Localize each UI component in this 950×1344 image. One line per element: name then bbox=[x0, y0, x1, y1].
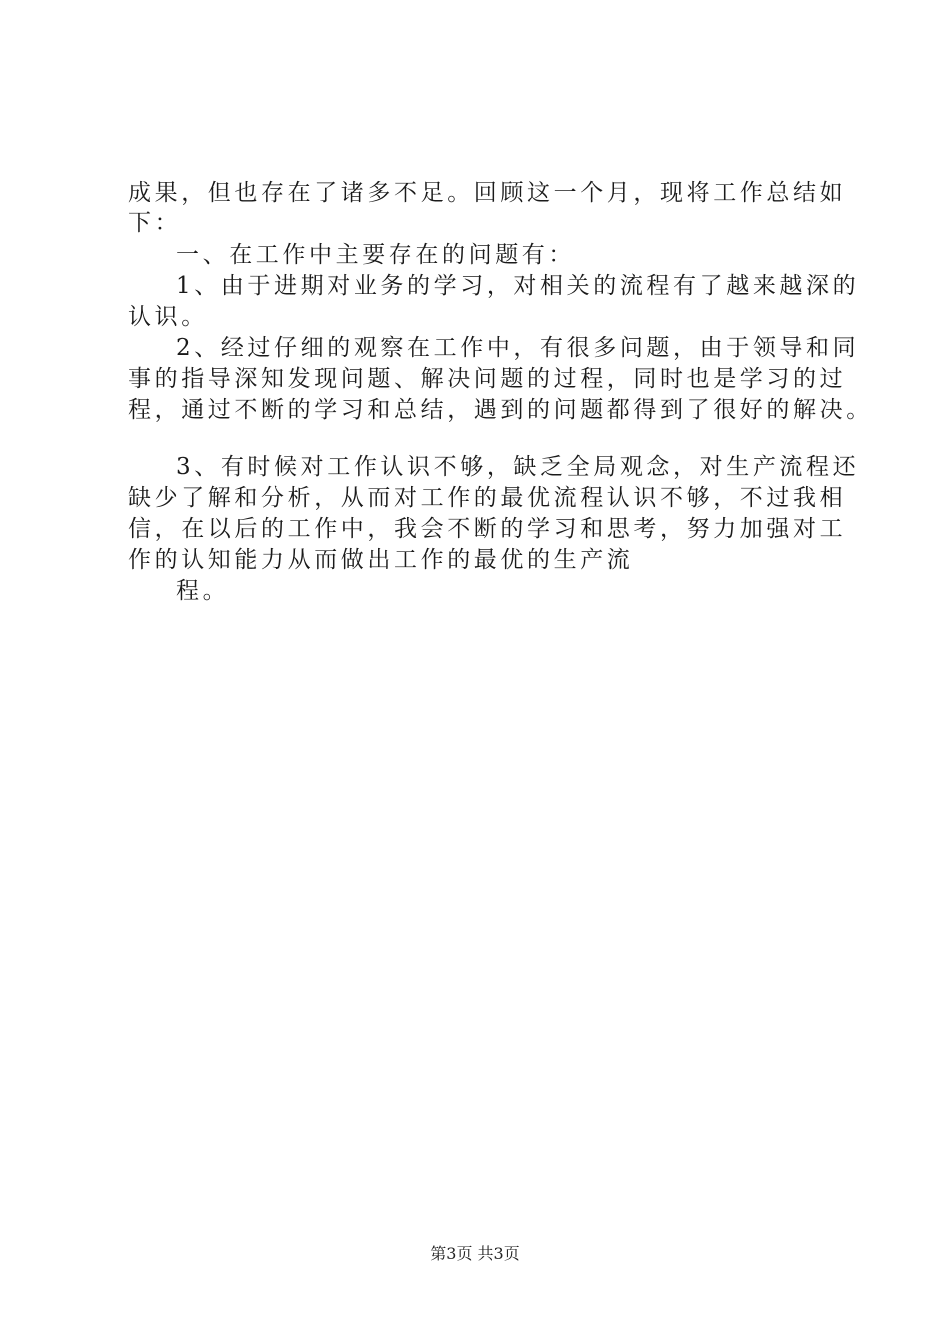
item-1-line-2: 认识。 bbox=[128, 304, 208, 330]
item-3-line-2: 缺少了解和分析，从而对工作的最优流程认识不够，不过我相 bbox=[128, 485, 847, 511]
item-2-line-1: 2、经过仔细的观察在工作中，有很多问题，由于领导和同 bbox=[176, 335, 860, 361]
item-2-line-2: 事的指导深知发现问题、解决问题的过程，同时也是学习的过 bbox=[128, 366, 847, 392]
page-number-footer: 第3页 共3页 bbox=[430, 1244, 520, 1263]
paragraph-line-1: 成果，但也存在了诸多不足。回顾这一个月，现将工作总结如 bbox=[128, 180, 847, 206]
paragraph-line-2: 下： bbox=[128, 210, 182, 236]
item-3-line-5: 程。 bbox=[176, 578, 230, 604]
item-3-line-4: 作的认知能力从而做出工作的最优的生产流 bbox=[128, 547, 634, 573]
item-3-line-3: 信，在以后的工作中，我会不断的学习和思考，努力加强对工 bbox=[128, 516, 847, 542]
item-1-line-1: 1、由于进期对业务的学习，对相关的流程有了越来越深的 bbox=[176, 273, 860, 299]
section-heading: 一、在工作中主要存在的问题有： bbox=[176, 242, 575, 268]
item-2-line-3: 程，通过不断的学习和总结，遇到的问题都得到了很好的解决。 bbox=[128, 397, 873, 423]
item-3-line-1: 3、有时候对工作认识不够，缺乏全局观念，对生产流程还 bbox=[176, 454, 860, 480]
